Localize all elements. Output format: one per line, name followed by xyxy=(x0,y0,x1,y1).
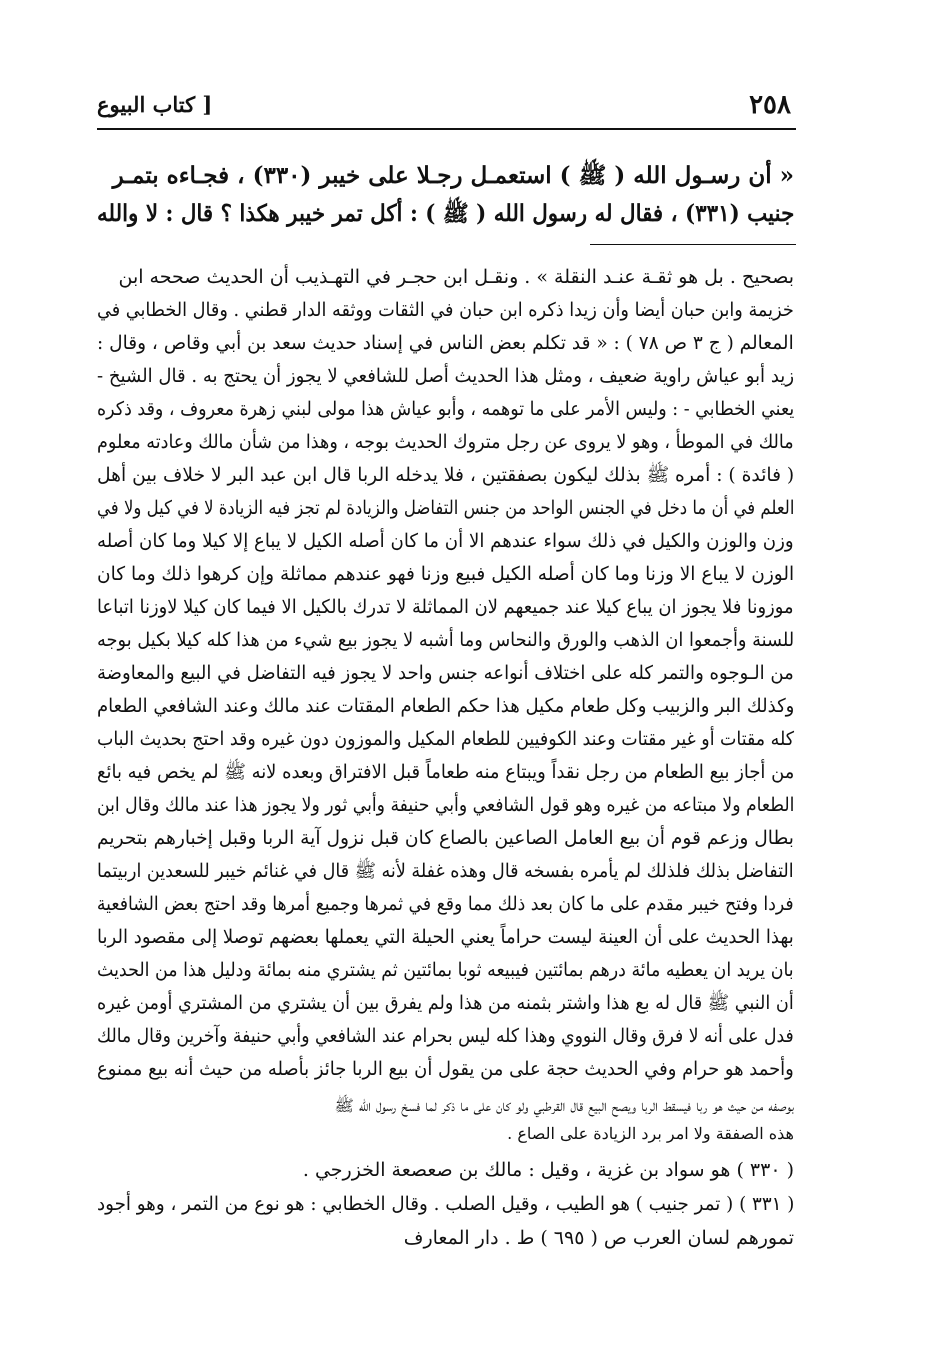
commentary-line: التفاضل بذلك فلذلك لم يأمره بفسخه قال وهذه غفلة لأنه ﷺ قال في غنائم خيبر للسعدين اربيتما xyxy=(97,860,794,882)
footnote-330: ( ٣٣٠ ) هو سواد بن غزية ، وقيل : مالك بن صعصعة الخزرجي . xyxy=(302,1159,794,1181)
commentary-line: فدل على أنه لا فرق وقال النووي وهذا كله ليس بحرام عند الشافعي وأبي حنيفة وآخرين وقال مالك xyxy=(97,1025,794,1047)
commentary-line: للسنة وأجمعوا ان الذهب والورق والنحاس وما أشبه لا يجوز بيع شيء من هذا كله كيلا بكيل بوجه xyxy=(96,629,794,651)
commentary-line: يعني الخطابي - : وليس الأمر على ما توهمه ، وأبو عياش هذا مولى لبني زهرة معروف ، وقد ذكره xyxy=(96,398,794,420)
commentary-line: وكذلك البر والزبيب وكل طعام مكيل هذا حكم الطعام المقتات عند مالك وعند الشافعي الطعام xyxy=(96,695,794,717)
commentary-line: بان يريد ان يعطيه مائة درهم بمائتين فيبيعه ثوبا بمائتين ثم يشتري منه بمائة ودليل هذا من الحديث xyxy=(97,959,794,981)
commentary-small-line: بوصفه من حيث هو ربا فيسقط الربا ويصح البيع قال القرطبي ولو كان على ما ذكر لما فسخ رسول الله ﷺ xyxy=(334,1096,794,1115)
commentary-line: فردا وفتح خيبر مقدم على ما كان بعد ذلك مما وقع في ثمرها وجميع أمرها وقد احتج بعض الشافعية xyxy=(97,893,794,915)
commentary-line: أن النبي ﷺ قال له بع هذا واشتر بثمنه من هذا ولم يفرق بين أن يشتري من المشتري أومن غيره xyxy=(97,992,794,1014)
commentary-small-line: هذه الصفقة ولا امر برد الزيادة على الصاع . xyxy=(507,1124,794,1143)
commentary-line: بهذا الحديث على أن العينة ليست حراماً يعني الحيلة التي يعملها بعضهم توصلا إلى مقصود الربا xyxy=(97,926,794,948)
commentary-line: من أجاز بيع الطعام من رجل نقداً ويبتاع منه طعاماً قبل الافتراق وبعده لانه ﷺ لم يخص فيه بائع xyxy=(96,761,794,783)
commentary-line: الوزن لا يباع الا وزنا وما كان أصله الكيل فبيع وزنا فهو عندهم مماثلة وإن كرهوا ذلك وما كان xyxy=(96,563,794,585)
commentary-line: العلم في أن ما دخل في الجنس الواحد من جنس التفاضل والزيادة لم تجز فيه الزيادة لا في كيل ولا في xyxy=(96,497,794,519)
commentary-line: خزيمة وابن حبان أيضا وأن زيدا ذكره ابن حبان في الثقات ووثقه الدار قطني . وقال الخطابي في xyxy=(97,299,794,321)
matn-separator-rule xyxy=(590,244,796,245)
commentary-line: موزونا فلا يجوز ان يباع كيلا عند جميعهم لان المماثلة لا تدرك بالكيل الا فيما كان كيلا لاوزنا اتباعا xyxy=(97,596,794,618)
commentary-line: بصحيح . بل هو ثقـة عنـد النقلة » . ونقـل ابن حجـر في التهـذيب أن الحديث صححه ابن xyxy=(118,266,794,288)
header-rule xyxy=(97,128,796,130)
matn-line: جنيب (٣٣١) ، فقال له رسول الله ( ﷺ ) : أكل تمر خيبر هكذا ؟ قال : لا والله xyxy=(96,200,794,227)
commentary-line: من الـوجوه والتمر كله على اختلاف أنواعه جنس واحد لا يجوز فيه التفاضل في البيع والمعاوضة xyxy=(97,662,794,684)
commentary-line: الطعام ولا مبتاعه من غيره وهو قول الشافعي وأبي حنيفة وأبي ثور ولا يجوز هذا عند مالك وقال ابن xyxy=(96,794,794,816)
footnote-331-continued: تمورهم لسان العرب ص ( ٦٩٥ ) ط . دار المعارف xyxy=(403,1227,794,1249)
commentary-line: وأحمد هو حرام وفي الحديث حجة على من يقول أن بيع الربا جائز بأصله من حيث أنه بيع ممنوع xyxy=(97,1058,794,1080)
commentary-line: ( فائدة ) : أمره ﷺ بذلك ليكون بصفقتين ، فلا يدخله الربا قال ابن عبد البر لا خلاف بين أهل xyxy=(96,464,794,486)
commentary-line: المعالم ( ج ٣ ص ٧٨ ) : « قد تكلم بعض الناس في إسناد حديث سعد بن أبي وقاص ، وقال : xyxy=(97,332,794,354)
commentary-line: وزن والوزن والكيل في ذلك سواء عندهم الا أن ما كان أصله الكيل لا يباع إلا كيلا وما كان أصله xyxy=(97,530,794,552)
footnote-331: ( ٣٣١ ) ( تمر جنيب ) هو الطيب ، وقيل الصلب . وقال الخطابي : هو نوع من التمر ، وهو أجود xyxy=(96,1193,794,1215)
chapter-title: [ كتاب البيوع xyxy=(97,92,213,117)
commentary-line: بطال وزعم قوم أن بيع العامل الصاعين بالصاع كان قبل نزول آية الربا وقبل إخبارهم بتحريم xyxy=(97,827,794,849)
commentary-line: كله مقتات أو غير مقتات وعند الكوفيين للطعام المكيل والموزون دون غيره وقد احتج بحديث الباب xyxy=(96,728,794,750)
page-number: ٢٥٨ xyxy=(749,90,791,120)
commentary-line: زيد أبو عياش راوية ضعيف ، ومثل هذا الحديث أصل للشافعي لا يجوز أن يحتج به . قال الشيخ - xyxy=(96,365,794,387)
commentary-line: مالك في الموطأ ، وهو لا يروى عن رجل متروك الحديث بوجه ، وهذا من شأن مالك وعادته معلوم xyxy=(97,431,794,453)
matn-line: « أن رسـول الله ( ﷺ ) استعمـل رجـلا على خيبر (٣٣٠) ، فجـاءه بتمـر xyxy=(112,162,794,189)
